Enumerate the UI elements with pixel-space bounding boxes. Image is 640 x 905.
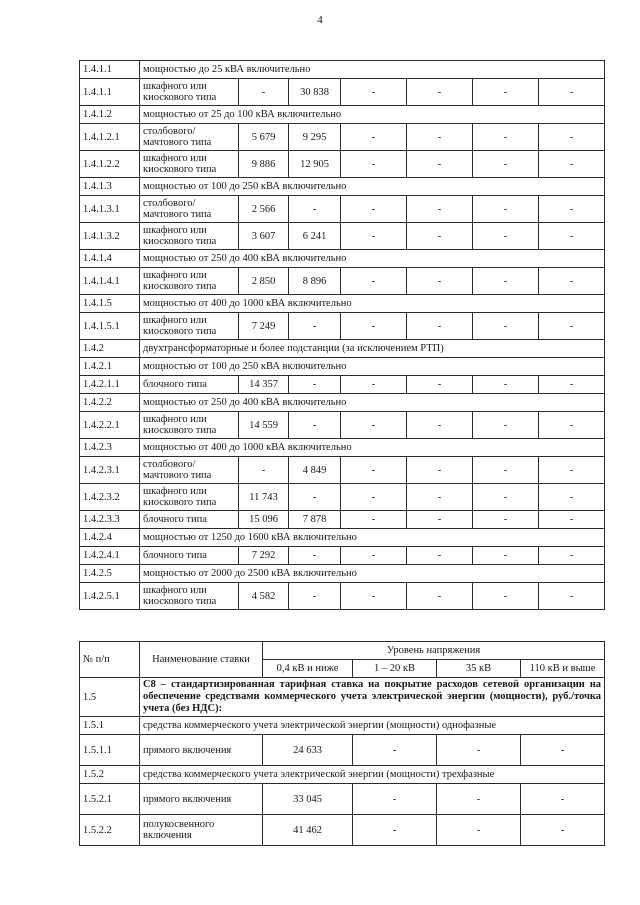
value-cell: -: [473, 124, 539, 151]
value-cell: -: [473, 313, 539, 340]
value-cell: -: [341, 457, 407, 484]
section-title: мощностью от 1250 до 1600 кВА включительно: [140, 529, 605, 547]
row-number: 1.4.1.5.1: [80, 313, 140, 340]
value-cell: -: [539, 484, 605, 511]
value-cell: -: [353, 784, 437, 815]
section-row: [80, 439, 605, 457]
section-row: [80, 250, 605, 268]
value-cell: -: [407, 196, 473, 223]
value-cell: -: [289, 313, 341, 340]
value-cell: -: [407, 511, 473, 529]
header-level: 1 – 20 кВ: [353, 660, 437, 678]
row-number: 1.4.2.1: [80, 358, 140, 376]
value-cell: -: [473, 223, 539, 250]
section-title: мощностью от 100 до 250 кВА включительно: [140, 358, 605, 376]
section-row: [80, 394, 605, 412]
value-cell: -: [473, 196, 539, 223]
table-row: [80, 547, 605, 565]
value-cell: -: [539, 196, 605, 223]
value-cell: 3 607: [239, 223, 289, 250]
value-cell: -: [341, 268, 407, 295]
row-name: шкафного или киоскового типа: [140, 484, 239, 511]
value-cell: -: [353, 735, 437, 766]
value-cell: 4 582: [239, 583, 289, 610]
value-cell: -: [341, 151, 407, 178]
section-row: [80, 766, 605, 784]
value-cell: -: [407, 124, 473, 151]
value-cell: 2 850: [239, 268, 289, 295]
table-row: [80, 457, 605, 484]
row-number: 1.5.2.1: [80, 784, 140, 815]
value-cell: -: [539, 268, 605, 295]
row-number: 1.5: [80, 678, 140, 717]
row-number: 1.4.1.2: [80, 106, 140, 124]
section-title: средства коммерческого учета электрической энергии (мощности) однофазные: [140, 717, 605, 735]
value-cell: -: [341, 412, 407, 439]
value-cell: -: [289, 484, 341, 511]
section-title: мощностью от 250 до 400 кВА включительно: [140, 394, 605, 412]
table-row: [80, 196, 605, 223]
value-cell: -: [239, 457, 289, 484]
value-cell: 7 292: [239, 547, 289, 565]
value-cell: -: [407, 151, 473, 178]
value-cell: -: [341, 376, 407, 394]
value-cell: -: [341, 511, 407, 529]
value-cell: 41 462: [263, 815, 353, 846]
section-title: мощностью от 100 до 250 кВА включительно: [140, 178, 605, 196]
value-cell: 9 886: [239, 151, 289, 178]
value-cell: -: [407, 457, 473, 484]
tariff-table-metering: [79, 641, 605, 846]
row-number: 1.4.2.4.1: [80, 547, 140, 565]
value-cell: -: [521, 815, 605, 846]
value-cell: -: [539, 457, 605, 484]
section-title: двухтрансформаторные и более подстанции (за исключением РТП): [140, 340, 605, 358]
section-title: мощностью от 400 до 1000 кВА включительно: [140, 295, 605, 313]
value-cell: -: [289, 196, 341, 223]
row-name: прямого включения: [140, 784, 263, 815]
value-cell: -: [473, 484, 539, 511]
row-name: шкафного или киоскового типа: [140, 412, 239, 439]
value-cell: -: [289, 547, 341, 565]
value-cell: 2 566: [239, 196, 289, 223]
value-cell: -: [473, 583, 539, 610]
table-row: [80, 784, 605, 815]
row-number: 1.4.1.3: [80, 178, 140, 196]
row-number: 1.4.2.3.1: [80, 457, 140, 484]
value-cell: 5 679: [239, 124, 289, 151]
value-cell: -: [437, 784, 521, 815]
header-level: 0,4 кВ и ниже: [263, 660, 353, 678]
row-name: блочного типа: [140, 511, 239, 529]
row-number: 1.4.2.2.1: [80, 412, 140, 439]
value-cell: 9 295: [289, 124, 341, 151]
row-name: блочного типа: [140, 547, 239, 565]
row-number: 1.4.1.2.1: [80, 124, 140, 151]
table-row: [80, 815, 605, 846]
row-name: шкафного или киоскового типа: [140, 79, 239, 106]
value-cell: -: [521, 735, 605, 766]
value-cell: -: [521, 784, 605, 815]
row-number: 1.4.2.2: [80, 394, 140, 412]
value-cell: 4 849: [289, 457, 341, 484]
value-cell: -: [407, 223, 473, 250]
section-row: [80, 106, 605, 124]
row-number: 1.4.2.5: [80, 565, 140, 583]
row-name: полукосвенного включения: [140, 815, 263, 846]
header-name: Наименование ставки: [140, 642, 263, 678]
value-cell: 14 559: [239, 412, 289, 439]
rate-title: С8 – стандартизированная тарифная ставка на покрытие расходов сетевой организации на обеспечение средствами коммерческого учета электрической энергии (мощности), руб./точка учета (без НДС):: [140, 678, 605, 717]
value-cell: -: [289, 412, 341, 439]
value-cell: -: [341, 313, 407, 340]
value-cell: -: [539, 79, 605, 106]
value-cell: -: [407, 484, 473, 511]
section-row: [80, 340, 605, 358]
value-cell: -: [473, 79, 539, 106]
value-cell: -: [473, 547, 539, 565]
row-name: шкафного или киоскового типа: [140, 313, 239, 340]
table-row: [80, 151, 605, 178]
table-row: [80, 124, 605, 151]
row-number: 1.4.1.1: [80, 79, 140, 106]
row-number: 1.4.1.3.1: [80, 196, 140, 223]
page-number: 4: [317, 14, 323, 26]
row-number: 1.4.1.5: [80, 295, 140, 313]
value-cell: -: [473, 376, 539, 394]
value-cell: 7 878: [289, 511, 341, 529]
header-row: [80, 642, 605, 660]
value-cell: -: [437, 735, 521, 766]
row-name: прямого включения: [140, 735, 263, 766]
row-number: 1.4.1.2.2: [80, 151, 140, 178]
row-number: 1.4.1.1: [80, 61, 140, 79]
value-cell: 6 241: [289, 223, 341, 250]
section-title: мощностью от 250 до 400 кВА включительно: [140, 250, 605, 268]
value-cell: 7 249: [239, 313, 289, 340]
value-cell: -: [341, 124, 407, 151]
table-row: [80, 412, 605, 439]
value-cell: -: [539, 376, 605, 394]
value-cell: -: [473, 268, 539, 295]
rate-title-row: [80, 678, 605, 717]
value-cell: -: [473, 412, 539, 439]
row-number: 1.5.2: [80, 766, 140, 784]
row-name: шкафного или киоскового типа: [140, 151, 239, 178]
value-cell: -: [341, 223, 407, 250]
section-title: мощностью от 25 до 100 кВА включительно: [140, 106, 605, 124]
value-cell: -: [407, 79, 473, 106]
section-title: мощностью до 25 кВА включительно: [140, 61, 605, 79]
value-cell: 15 096: [239, 511, 289, 529]
row-number: 1.5.1.1: [80, 735, 140, 766]
table-row: [80, 376, 605, 394]
value-cell: -: [407, 376, 473, 394]
value-cell: -: [539, 313, 605, 340]
value-cell: 14 357: [239, 376, 289, 394]
table-row: [80, 223, 605, 250]
row-number: 1.4.2.1.1: [80, 376, 140, 394]
value-cell: 24 633: [263, 735, 353, 766]
tariff-table-substations: [79, 60, 605, 610]
section-title: мощностью от 400 до 1000 кВА включительно: [140, 439, 605, 457]
header-num: № п/п: [80, 642, 140, 678]
row-number: 1.4.2: [80, 340, 140, 358]
section-row: [80, 717, 605, 735]
section-title: мощностью от 2000 до 2500 кВА включительно: [140, 565, 605, 583]
value-cell: -: [539, 547, 605, 565]
value-cell: -: [341, 547, 407, 565]
row-number: 1.4.2.5.1: [80, 583, 140, 610]
value-cell: -: [473, 457, 539, 484]
value-cell: -: [437, 815, 521, 846]
row-number: 1.5.1: [80, 717, 140, 735]
row-number: 1.4.2.3: [80, 439, 140, 457]
section-row: [80, 358, 605, 376]
table-row: [80, 79, 605, 106]
row-name: столбового/ мачтового типа: [140, 457, 239, 484]
value-cell: -: [473, 511, 539, 529]
row-number: 1.5.2.2: [80, 815, 140, 846]
value-cell: -: [539, 223, 605, 250]
value-cell: -: [473, 151, 539, 178]
row-name: блочного типа: [140, 376, 239, 394]
value-cell: 8 896: [289, 268, 341, 295]
section-row: [80, 295, 605, 313]
value-cell: -: [341, 79, 407, 106]
row-number: 1.4.2.3.3: [80, 511, 140, 529]
row-name: шкафного или киоскового типа: [140, 223, 239, 250]
row-name: столбового/ мачтового типа: [140, 196, 239, 223]
value-cell: -: [341, 196, 407, 223]
section-title: средства коммерческого учета электрической энергии (мощности) трехфазные: [140, 766, 605, 784]
value-cell: -: [239, 79, 289, 106]
table-row: [80, 313, 605, 340]
row-name: столбового/ мачтового типа: [140, 124, 239, 151]
header-level: 35 кВ: [437, 660, 521, 678]
value-cell: -: [407, 268, 473, 295]
value-cell: 33 045: [263, 784, 353, 815]
row-number: 1.4.1.3.2: [80, 223, 140, 250]
value-cell: 30 838: [289, 79, 341, 106]
section-row: [80, 178, 605, 196]
table-row: [80, 268, 605, 295]
value-cell: -: [539, 511, 605, 529]
value-cell: 12 905: [289, 151, 341, 178]
value-cell: -: [407, 547, 473, 565]
table-row: [80, 583, 605, 610]
value-cell: -: [407, 313, 473, 340]
value-cell: -: [539, 412, 605, 439]
value-cell: -: [539, 151, 605, 178]
table-row: [80, 484, 605, 511]
row-name: шкафного или киоскового типа: [140, 268, 239, 295]
value-cell: 11 743: [239, 484, 289, 511]
row-name: шкафного или киоскового типа: [140, 583, 239, 610]
header-level: 110 кВ и выше: [521, 660, 605, 678]
value-cell: -: [407, 583, 473, 610]
section-row: [80, 61, 605, 79]
value-cell: -: [539, 124, 605, 151]
row-number: 1.4.1.4: [80, 250, 140, 268]
section-row: [80, 565, 605, 583]
value-cell: -: [341, 484, 407, 511]
table-row: [80, 735, 605, 766]
table-row: [80, 511, 605, 529]
value-cell: -: [539, 583, 605, 610]
section-row: [80, 529, 605, 547]
value-cell: -: [289, 376, 341, 394]
value-cell: -: [341, 583, 407, 610]
header-voltage-group: Уровень напряжения: [263, 642, 605, 660]
row-number: 1.4.1.4.1: [80, 268, 140, 295]
row-number: 1.4.2.3.2: [80, 484, 140, 511]
value-cell: -: [407, 412, 473, 439]
value-cell: -: [353, 815, 437, 846]
value-cell: -: [289, 583, 341, 610]
row-number: 1.4.2.4: [80, 529, 140, 547]
